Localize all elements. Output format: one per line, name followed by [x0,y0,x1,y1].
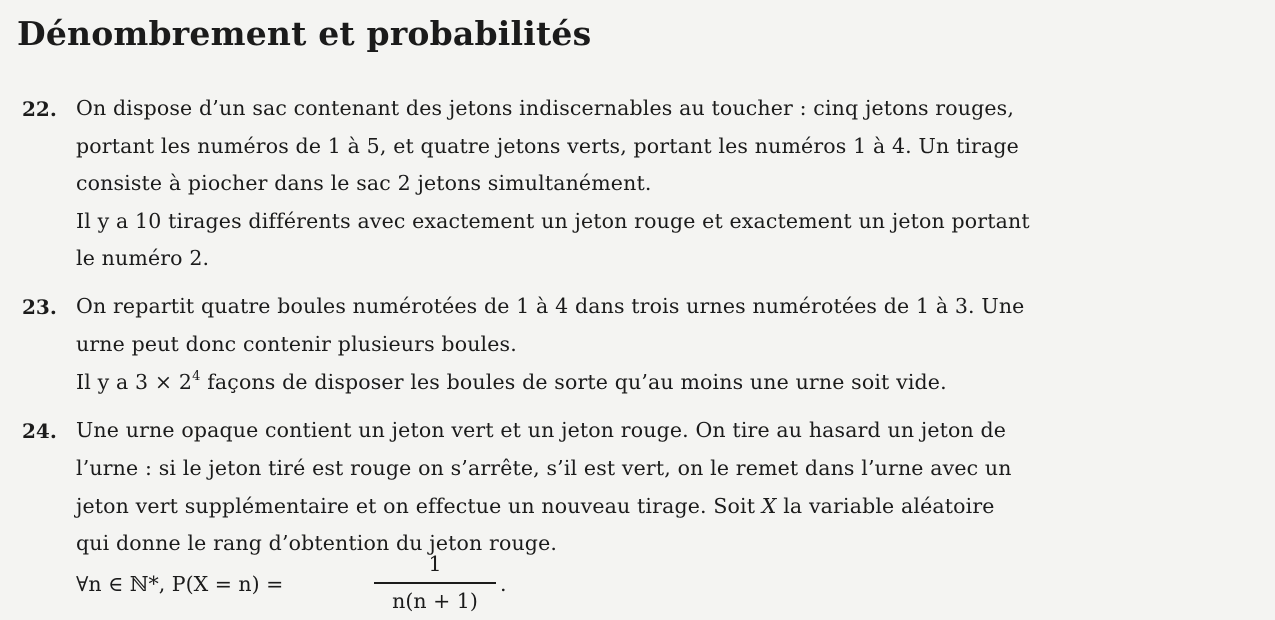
exercise-23-exponent: 4 [192,369,201,384]
formula-fraction [374,552,496,613]
exercise-22-line-4: Il y a 10 tirages différents avec exactement un jeton rouge et exactement un jeton portant [76,209,1030,233]
fraction-bar [374,582,496,584]
exercise-22-line-2: portant les numéros de 1 à 5, et quatre jetons verts, portant les numéros 1 à 4. Un tirage [76,134,1019,158]
exercise-24-number: 24. [22,419,57,443]
formula-numerator: 1 [428,552,442,576]
exercise-23-statement-prefix: Il y a 3 × 2 [76,370,193,394]
exercise-23-statement-suffix: façons de disposer les boules de sorte qu’au moins une urne soit vide. [200,370,947,394]
page-title: Dénombrement et probabilités [17,14,592,53]
formula-left-side: ∀n ∈ ℕ*, P(X = n) = [76,572,284,596]
exercise-22-line-1: On dispose d’un sac contenant des jetons indiscernables au toucher : cinq jetons rouges, [76,96,1014,120]
exercise-23-line-2: urne peut donc contenir plusieurs boules. [76,332,517,356]
formula-period: . [500,572,507,596]
exercise-23-statement [76,370,947,394]
exercise-22-line-5: le numéro 2. [76,246,210,270]
exercise-24-line-4: qui donne le rang d’obtention du jeton rouge. [76,531,558,555]
formula-denominator: n(n + 1) [392,588,478,613]
exercise-23-line-1: On repartit quatre boules numérotées de 1 à 4 dans trois urnes numérotées de 1 à 3. Une [76,294,1025,318]
exercise-23-number: 23. [22,295,57,319]
exercise-24-line-2: l’urne : si le jeton tiré est rouge on s’arrête, s’il est vert, on le remet dans l’urne avec un [76,456,1012,480]
exercise-24-line-3: jeton vert supplémentaire et on effectue un nouveau tirage. Soit X la variable aléatoire [76,494,995,518]
exercise-22-number: 22. [22,97,57,121]
exercise-22-line-3: consiste à piocher dans le sac 2 jetons simultanément. [76,171,652,195]
exercise-24-line-1: Une urne opaque contient un jeton vert et un jeton rouge. On tire au hasard un jeton de [76,418,1007,442]
